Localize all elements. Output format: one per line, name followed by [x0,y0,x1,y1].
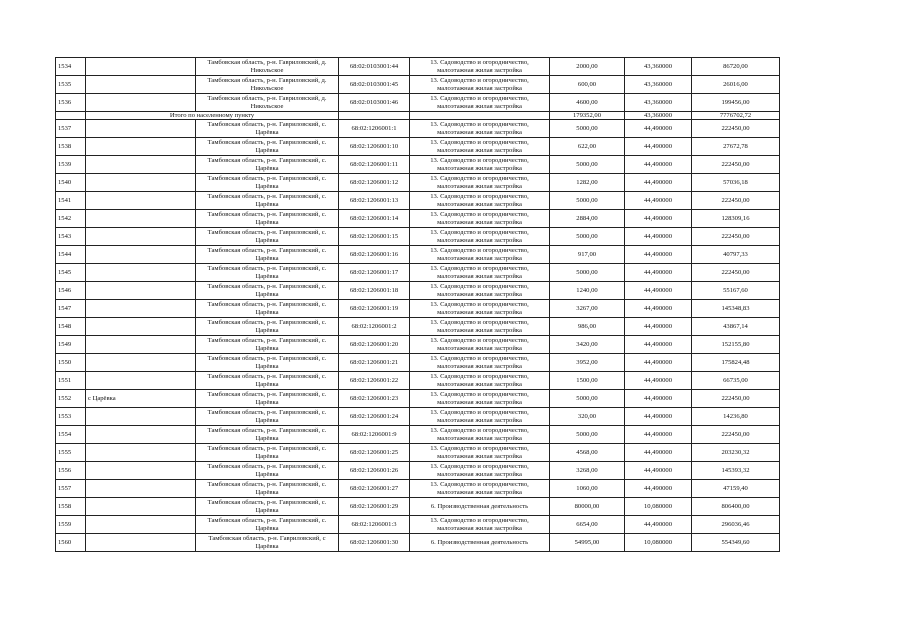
cadastral-number-cell: 68:02:1206001:13 [339,192,410,210]
row-number-cell: 1550 [56,354,86,372]
area-cell: 1500,00 [550,372,625,390]
settlement-cell [86,444,196,462]
cadastral-value-cell: 199456,00 [692,94,780,112]
table-row [56,408,780,426]
address-cell: Тамбовская область, р-н. Гавриловский, с. Царёвка [196,174,339,192]
row-number-cell: 1545 [56,264,86,282]
cadastral-number-cell: 68:02:1206001:26 [339,462,410,480]
cadastral-value-cell: 47159,40 [692,480,780,498]
table-row [56,156,780,174]
cadastral-value-cell: 40797,33 [692,246,780,264]
table-row [56,336,780,354]
settlement-cell: с Царёвка [86,390,196,408]
land-use-cell: 13. Садоводство и огородничество, малоэтажная жилая застройка [410,408,550,426]
cadastral-value-cell: 152155,80 [692,336,780,354]
table-body [56,58,780,552]
land-use-cell: 13. Садоводство и огородничество, малоэтажная жилая застройка [410,138,550,156]
settlement-cell [86,498,196,516]
table-row [56,354,780,372]
area-cell: 320,00 [550,408,625,426]
cadastral-value-cell: 145348,83 [692,300,780,318]
specific-value-cell: 44,490000 [625,390,692,408]
settlement-cell [86,408,196,426]
cadastral-value-cell: 296036,46 [692,516,780,534]
land-use-cell: 13. Садоводство и огородничество, малоэтажная жилая застройка [410,372,550,390]
row-number-cell: 1546 [56,282,86,300]
table-row [56,390,780,408]
cadastral-value-cell: 14236,80 [692,408,780,426]
cadastral-number-cell: 68:02:1206001:17 [339,264,410,282]
land-use-cell: 6. Производственная деятельность [410,534,550,552]
area-cell: 5000,00 [550,192,625,210]
row-number-cell: 1541 [56,192,86,210]
area-cell: 3268,00 [550,462,625,480]
specific-value-cell: 44,490000 [625,138,692,156]
specific-value-cell: 44,490000 [625,372,692,390]
address-cell: Тамбовская область, р-н. Гавриловский, с. Царёвка [196,516,339,534]
table-row [56,426,780,444]
specific-value-cell: 44,490000 [625,354,692,372]
address-cell: Тамбовская область, р-н. Гавриловский, с. Царёвка [196,300,339,318]
cadastral-value-cell: 222450,00 [692,192,780,210]
settlement-cell [86,174,196,192]
row-number-cell: 1539 [56,156,86,174]
row-number-cell: 1536 [56,94,86,112]
specific-value-cell: 43,360000 [625,112,692,120]
table-row [56,94,780,112]
address-cell: Тамбовская область, р-н. Гавриловский, с. Царёвка [196,426,339,444]
row-number-cell: 1554 [56,426,86,444]
settlement-cell [86,246,196,264]
address-cell: Тамбовская область, р-н. Гавриловский, с. Царёвка [196,354,339,372]
settlement-cell [86,264,196,282]
total-row [56,112,780,120]
table-row [56,228,780,246]
address-cell: Тамбовская область, р-н. Гавриловский, с. Царёвка [196,264,339,282]
land-use-cell: 13. Садоводство и огородничество, малоэтажная жилая застройка [410,516,550,534]
table-row [56,282,780,300]
area-cell: 5000,00 [550,120,625,138]
area-cell: 179352,00 [550,112,625,120]
address-cell: Тамбовская область, р-н. Гавриловский, с. Царёвка [196,192,339,210]
land-use-cell: 13. Садоводство и огородничество, малоэтажная жилая застройка [410,444,550,462]
total-label-cell: Итого по населенному пункту [86,112,339,120]
address-cell: Тамбовская область, р-н. Гавриловский, с. Царёвка [196,282,339,300]
specific-value-cell: 44,490000 [625,336,692,354]
cadastral-value-cell: 222450,00 [692,156,780,174]
specific-value-cell: 44,490000 [625,300,692,318]
specific-value-cell: 44,490000 [625,444,692,462]
area-cell: 1060,00 [550,480,625,498]
specific-value-cell: 44,490000 [625,174,692,192]
cadastral-value-cell: 222450,00 [692,426,780,444]
settlement-cell [86,210,196,228]
area-cell: 2000,00 [550,58,625,76]
row-number-cell: 1555 [56,444,86,462]
address-cell: Тамбовская область, р-н. Гавриловский, д. Никольское [196,58,339,76]
cadastral-value-cell: 175824,48 [692,354,780,372]
cadastral-number-cell: 68:02:0103001:46 [339,94,410,112]
area-cell: 3267,00 [550,300,625,318]
table-row [56,174,780,192]
area-cell: 3952,00 [550,354,625,372]
address-cell: Тамбовская область, р-н. Гавриловский, с. Царёвка [196,498,339,516]
specific-value-cell: 44,490000 [625,462,692,480]
cadastral-number-cell: 68:02:1206001:29 [339,498,410,516]
table-row [56,76,780,94]
address-cell: Тамбовская область, р-н. Гавриловский, д. Никольское [196,94,339,112]
row-number-cell: 1556 [56,462,86,480]
settlement-cell [86,516,196,534]
land-use-cell: 13. Садоводство и огородничество, малоэтажная жилая застройка [410,76,550,94]
row-number-cell: 1535 [56,76,86,94]
land-valuation-table [55,57,780,552]
address-cell: Тамбовская область, р-н. Гавриловский, д. Никольское [196,76,339,94]
area-cell: 986,00 [550,318,625,336]
settlement-cell [86,480,196,498]
table-row [56,210,780,228]
cadastral-value-cell: 7776702,72 [692,112,780,120]
cadastral-number-cell: 68:02:0103001:44 [339,58,410,76]
area-cell: 917,00 [550,246,625,264]
address-cell: Тамбовская область, р-н. Гавриловский, с. Царёвка [196,228,339,246]
row-number-cell: 1558 [56,498,86,516]
cadastral-value-cell: 145393,32 [692,462,780,480]
address-cell: Тамбовская область, р-н. Гавриловский, с. Царёвка [196,462,339,480]
row-number-cell: 1557 [56,480,86,498]
table-row [56,498,780,516]
address-cell: Тамбовская область, р-н. Гавриловский, с. Царёвка [196,336,339,354]
land-use-cell: 13. Садоводство и огородничество, малоэтажная жилая застройка [410,210,550,228]
land-use-cell: 13. Садоводство и огородничество, малоэтажная жилая застройка [410,156,550,174]
table-row [56,246,780,264]
cadastral-number-cell: 68:02:1206001:9 [339,426,410,444]
address-cell: Тамбовская область, р-н. Гавриловский, с. Царёвка [196,372,339,390]
area-cell: 2884,00 [550,210,625,228]
cadastral-number-cell: 68:02:1206001:25 [339,444,410,462]
land-use-cell: 13. Садоводство и огородничество, малоэтажная жилая застройка [410,94,550,112]
row-number-cell: 1553 [56,408,86,426]
area-cell: 5000,00 [550,264,625,282]
land-use-cell: 13. Садоводство и огородничество, малоэтажная жилая застройка [410,58,550,76]
row-number-cell: 1549 [56,336,86,354]
land-use-cell: 13. Садоводство и огородничество, малоэтажная жилая застройка [410,354,550,372]
area-cell: 600,00 [550,76,625,94]
land-use-cell: 13. Садоводство и огородничество, малоэтажная жилая застройка [410,426,550,444]
address-cell: Тамбовская область, р-н. Гавриловский, с. Царёвка [196,138,339,156]
land-use-cell: 6. Производственная деятельность [410,498,550,516]
land-use-cell: 13. Садоводство и огородничество, малоэтажная жилая застройка [410,282,550,300]
settlement-cell [86,426,196,444]
row-number-cell: 1540 [56,174,86,192]
area-cell: 1282,00 [550,174,625,192]
table-row [56,264,780,282]
row-number-cell: 1542 [56,210,86,228]
cadastral-value-cell: 128309,16 [692,210,780,228]
table-row [56,444,780,462]
cadastral-number-cell: 68:02:1206001:30 [339,534,410,552]
address-cell: Тамбовская область, р-н. Гавриловский, с. Царёвка [196,480,339,498]
specific-value-cell: 44,490000 [625,120,692,138]
specific-value-cell: 44,490000 [625,408,692,426]
settlement-cell [86,318,196,336]
cadastral-number-cell: 68:02:1206001:1 [339,120,410,138]
settlement-cell [86,534,196,552]
specific-value-cell: 44,490000 [625,282,692,300]
land-use-cell: 13. Садоводство и огородничество, малоэтажная жилая застройка [410,318,550,336]
table-row [56,120,780,138]
cadastral-number-cell: 68:02:1206001:20 [339,336,410,354]
cadastral-number-cell: 68:02:1206001:24 [339,408,410,426]
cadastral-number-cell: 68:02:1206001:16 [339,246,410,264]
cadastral-number-cell: 68:02:1206001:27 [339,480,410,498]
land-use-cell: 13. Садоводство и огородничество, малоэтажная жилая застройка [410,480,550,498]
row-number-cell [56,112,86,120]
row-number-cell: 1548 [56,318,86,336]
cadastral-number-cell: 68:02:1206001:22 [339,372,410,390]
address-cell: Тамбовская область, р-н. Гавриловский, с. Царёвка [196,408,339,426]
settlement-cell [86,120,196,138]
land-use-cell: 13. Садоводство и огородничество, малоэтажная жилая застройка [410,228,550,246]
cadastral-number-cell: 68:02:1206001:18 [339,282,410,300]
area-cell: 5000,00 [550,228,625,246]
cadastral-value-cell: 66735,00 [692,372,780,390]
cadastral-number-cell: 68:02:1206001:10 [339,138,410,156]
settlement-cell [86,300,196,318]
table-row [56,534,780,552]
specific-value-cell: 43,360000 [625,58,692,76]
land-use-cell: 13. Садоводство и огородничество, малоэтажная жилая застройка [410,192,550,210]
land-use-cell: 13. Садоводство и огородничество, малоэтажная жилая застройка [410,120,550,138]
cadastral-number-cell: 68:02:1206001:3 [339,516,410,534]
land-use-cell [410,112,550,120]
land-use-cell: 13. Садоводство и огородничество, малоэтажная жилая застройка [410,300,550,318]
cadastral-value-cell: 57036,18 [692,174,780,192]
row-number-cell: 1559 [56,516,86,534]
land-use-cell: 13. Садоводство и огородничество, малоэтажная жилая застройка [410,336,550,354]
table-row [56,192,780,210]
cadastral-value-cell: 26016,00 [692,76,780,94]
area-cell: 3420,00 [550,336,625,354]
settlement-cell [86,282,196,300]
specific-value-cell: 10,080000 [625,498,692,516]
cadastral-value-cell: 86720,00 [692,58,780,76]
area-cell: 4568,00 [550,444,625,462]
cadastral-value-cell: 27672,78 [692,138,780,156]
specific-value-cell: 44,490000 [625,318,692,336]
address-cell: Тамбовская область, р-н. Гавриловский, с. Царёвка [196,390,339,408]
address-cell: Тамбовская область, р-н. Гавриловский, с. Царёвка [196,246,339,264]
cadastral-value-cell: 222450,00 [692,228,780,246]
cadastral-value-cell: 55167,60 [692,282,780,300]
cadastral-value-cell: 554349,60 [692,534,780,552]
area-cell: 5000,00 [550,426,625,444]
area-cell: 6654,00 [550,516,625,534]
settlement-cell [86,138,196,156]
area-cell: 5000,00 [550,390,625,408]
settlement-cell [86,58,196,76]
cadastral-number-cell [339,112,410,120]
row-number-cell: 1537 [56,120,86,138]
address-cell: Тамбовская область, р-н. Гавриловский, с. Царёвка [196,444,339,462]
table-row [56,58,780,76]
area-cell: 622,00 [550,138,625,156]
address-cell: Тамбовская область, р-н. Гавриловский, с. Царёвка [196,318,339,336]
specific-value-cell: 44,490000 [625,480,692,498]
cadastral-number-cell: 68:02:1206001:21 [339,354,410,372]
cadastral-number-cell: 68:02:1206001:23 [339,390,410,408]
table-row [56,138,780,156]
cadastral-number-cell: 68:02:1206001:2 [339,318,410,336]
row-number-cell: 1538 [56,138,86,156]
cadastral-value-cell: 222450,00 [692,264,780,282]
area-cell: 54995,00 [550,534,625,552]
table-row [56,516,780,534]
specific-value-cell: 43,360000 [625,94,692,112]
specific-value-cell: 44,490000 [625,246,692,264]
cadastral-number-cell: 68:02:1206001:15 [339,228,410,246]
row-number-cell: 1551 [56,372,86,390]
cadastral-value-cell: 203230,32 [692,444,780,462]
area-cell: 1240,00 [550,282,625,300]
area-cell: 5000,00 [550,156,625,174]
cadastral-number-cell: 68:02:1206001:12 [339,174,410,192]
row-number-cell: 1544 [56,246,86,264]
settlement-cell [86,228,196,246]
area-cell: 4600,00 [550,94,625,112]
cadastral-number-cell: 68:02:0103001:45 [339,76,410,94]
cadastral-number-cell: 68:02:1206001:11 [339,156,410,174]
area-cell: 80000,00 [550,498,625,516]
cadastral-value-cell: 222450,00 [692,120,780,138]
address-cell: Тамбовская область, р-н. Гавриловский, с. Царёвка [196,120,339,138]
specific-value-cell: 44,490000 [625,210,692,228]
cadastral-number-cell: 68:02:1206001:19 [339,300,410,318]
specific-value-cell: 44,490000 [625,426,692,444]
cadastral-number-cell: 68:02:1206001:14 [339,210,410,228]
address-cell: Тамбовская область, р-н. Гавриловский, с Царёвка [196,534,339,552]
land-use-cell: 13. Садоводство и огородничество, малоэтажная жилая застройка [410,462,550,480]
settlement-cell [86,462,196,480]
specific-value-cell: 44,490000 [625,228,692,246]
settlement-cell [86,354,196,372]
table-row [56,462,780,480]
row-number-cell: 1547 [56,300,86,318]
cadastral-value-cell: 806400,00 [692,498,780,516]
cadastral-value-cell: 222450,00 [692,390,780,408]
row-number-cell: 1560 [56,534,86,552]
settlement-cell [86,336,196,354]
specific-value-cell: 43,360000 [625,76,692,94]
land-use-cell: 13. Садоводство и огородничество, малоэтажная жилая застройка [410,264,550,282]
specific-value-cell: 44,490000 [625,264,692,282]
specific-value-cell: 10,080000 [625,534,692,552]
address-cell: Тамбовская область, р-н. Гавриловский, с. Царёвка [196,156,339,174]
land-use-cell: 13. Садоводство и огородничество, малоэтажная жилая застройка [410,246,550,264]
table-row [56,480,780,498]
settlement-cell [86,76,196,94]
specific-value-cell: 44,490000 [625,516,692,534]
settlement-cell [86,372,196,390]
land-use-cell: 13. Садоводство и огородничество, малоэтажная жилая застройка [410,174,550,192]
row-number-cell: 1534 [56,58,86,76]
settlement-cell [86,156,196,174]
land-use-cell: 13. Садоводство и огородничество, малоэтажная жилая застройка [410,390,550,408]
table-row [56,318,780,336]
settlement-cell [86,94,196,112]
cadastral-value-cell: 43867,14 [692,318,780,336]
address-cell: Тамбовская область, р-н. Гавриловский, с. Царёвка [196,210,339,228]
specific-value-cell: 44,490000 [625,156,692,174]
table-row [56,372,780,390]
row-number-cell: 1552 [56,390,86,408]
specific-value-cell: 44,490000 [625,192,692,210]
table-row [56,300,780,318]
settlement-cell [86,192,196,210]
row-number-cell: 1543 [56,228,86,246]
